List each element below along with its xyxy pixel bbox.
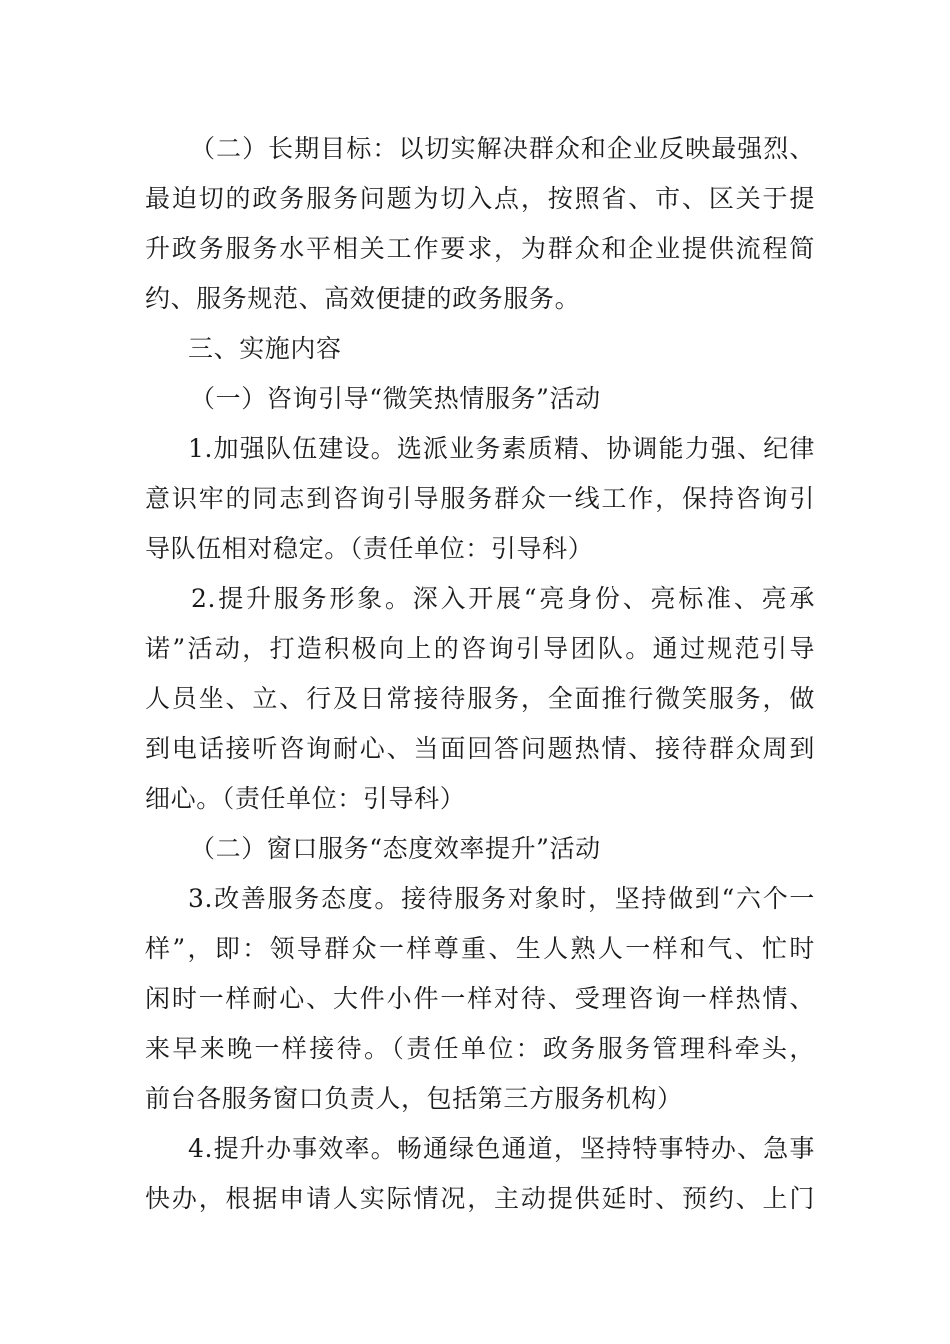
- item-1-line-1: 1.加强队伍建设。选派业务素质精、协调能力强、纪律: [188, 434, 815, 463]
- item-4-line-2: 快办，根据申请人实际情况，主动提供延时、预约、上门: [145, 1184, 815, 1213]
- item-2-line-3: 人员坐、立、行及日常接待服务，全面推行微笑服务，做: [145, 684, 815, 713]
- section-three-heading: 三、实施内容: [188, 334, 342, 363]
- long-term-goal-line-4: 约、服务规范、高效便捷的政务服务。: [145, 284, 581, 313]
- item-2-line-4: 到电话接听咨询耐心、当面回答问题热情、接待群众周到: [145, 734, 815, 763]
- item-2-line-5: 细心。（责任单位：引导科）: [145, 784, 466, 813]
- subsection-two-heading: （二）窗口服务“态度效率提升”活动: [190, 834, 601, 863]
- item-2-line-2: 诺”活动，打造积极向上的咨询引导团队。通过规范引导: [145, 634, 815, 663]
- long-term-goal-line-1: （二）长期目标：以切实解决群众和企业反映最强烈、: [190, 134, 815, 163]
- item-4-line-1: 4.提升办事效率。畅通绿色通道，坚持特事特办、急事: [188, 1134, 815, 1163]
- item-1-line-3: 导队伍相对稳定。（责任单位：引导科）: [145, 534, 594, 563]
- item-3-line-2: 样”，即：领导群众一样尊重、生人熟人一样和气、忙时: [145, 934, 815, 963]
- item-2-line-1: 2.提升服务形象。深入开展“亮身份、亮标准、亮承: [191, 584, 815, 613]
- item-3-line-5: 前台各服务窗口负责人，包括第三方服务机构）: [145, 1084, 683, 1113]
- item-3-line-4: 来早来晚一样接待。（责任单位：政务服务管理科牵头，: [145, 1034, 815, 1063]
- item-3-line-3: 闲时一样耐心、大件小件一样对待、受理咨询一样热情、: [145, 984, 815, 1013]
- subsection-one-heading: （一）咨询引导“微笑热情服务”活动: [190, 384, 601, 413]
- long-term-goal-line-2: 最迫切的政务服务问题为切入点，按照省、市、区关于提: [145, 184, 815, 213]
- item-3-line-1: 3.改善服务态度。接待服务对象时，坚持做到“六个一: [188, 884, 815, 913]
- item-1-line-2: 意识牢的同志到咨询引导服务群众一线工作，保持咨询引: [145, 484, 815, 513]
- long-term-goal-line-3: 升政务服务水平相关工作要求，为群众和企业提供流程简: [145, 234, 815, 263]
